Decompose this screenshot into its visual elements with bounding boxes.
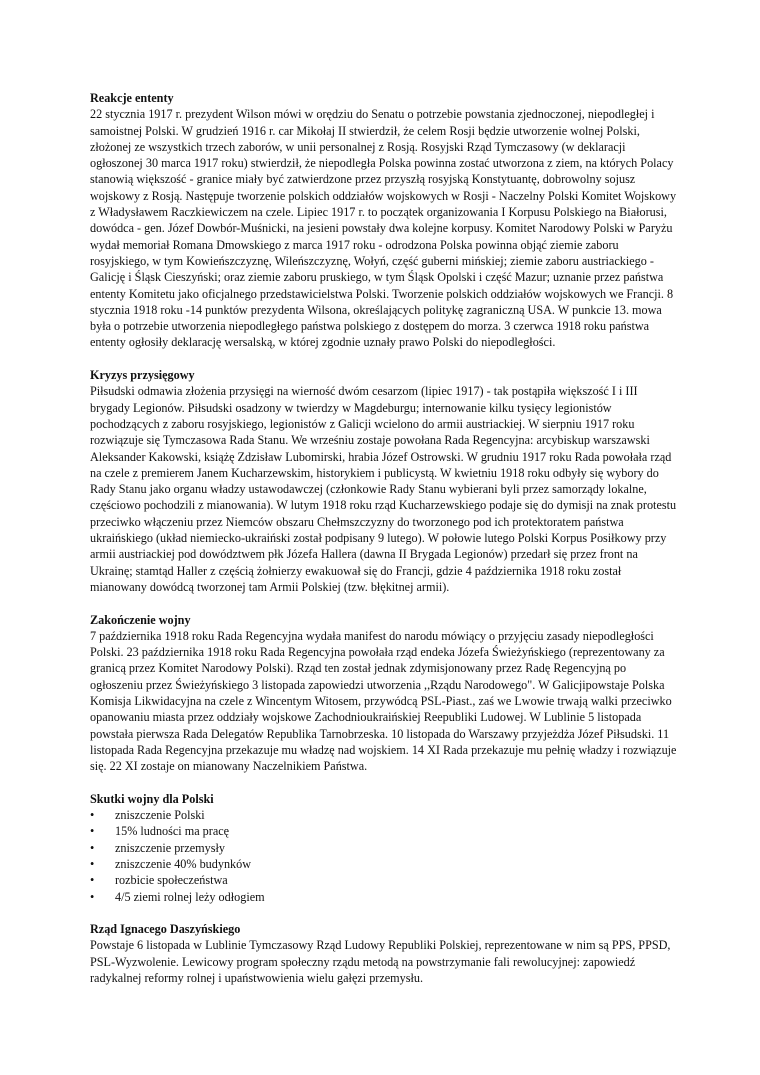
list-item	[90, 889, 680, 905]
section-heading: Zakończenie wojny	[90, 612, 191, 627]
section-heading: Skutki wojny dla Polski	[90, 791, 214, 806]
bullet-icon: •	[90, 873, 95, 888]
list-item	[90, 807, 680, 823]
bullet-icon: •	[90, 840, 95, 855]
bullet-icon: •	[90, 889, 95, 904]
section-heading: Rząd Ignacego Daszyńskiego	[90, 922, 241, 937]
list-item	[90, 872, 680, 888]
section-paragraph: 22 stycznia 1917 r. prezydent Wilson mówi w orędziu do Senatu o potrzebie powstania zjednoczonej, niepodległej i samoistnej Polski. W grudzień 1916 r. car Mikołaj II stwierdził, że celem Rosji będzie utworzenie wolnej Polski, złożonej ze wszystkich trzech zaborów, w unii personalnej z Rosją. Rosyjski Rząd Tymczasowy (w deklaracji ogłoszonej 30 marca 1917 roku) stwierdził, że niepodległa Polska powinna zostać utworzona z ziem, na których Polacy stanowią większość - granice miały być zatwierdzone przez przyszłą rosyjską Konstytuantę, dobrowolny sojusz wojskowy z Rosją. Następuje tworzenie polskich oddziałów wojskowych w Rosji - Naczelny Polski Komitet Wojskowy z Władysławem Raczkiewiczem na czele. Lipiec 1917 r. to początek organizowania I Korpusu Polskiego na Białorusi, dowódca - gen. Józef Dowbór-Muśnicki, na jesieni powstały dwa kolejne korpusy. Komitet Narodowy Polski w Paryżu wydał memoriał Romana Dmowskiego z marca 1917 roku - odrodzona Polska powinna objąć ziemie zaboru rosyjskiego, w tym Kowieńszczyznę, Wileńszczyznę, Wołyń, część guberni mińskiej; ziemie zaboru austriackiego - Galicję i Śląsk Cieszyński; oraz ziemie zaboru pruskiego, w tym Śląsk Opolski i część Mazur; uznanie przez państwa ententy Komitetu jako oficjalnego przedstawicielstwa Polski. Tworzenie polskich oddziałów wojskowych we Francji. 8 stycznia 1918 roku -14 punktów prezydenta Wilsona, określających politykę zagraniczną USA. W punkcie 13. mowa była o potrzebie utworzenia niepodległego państwa polskiego z dostępem do morza. 3 czerwca 1918 roku państwa ententy ogłosiły deklarację wersalską, w której zgodnie uznały prawo Polski do niepodległości.	[90, 107, 677, 350]
list-item-text: 15% ludności ma pracę	[115, 824, 230, 839]
bullet-icon: •	[90, 856, 95, 871]
bullet-icon: •	[90, 824, 95, 839]
document-page	[90, 90, 680, 1003]
section-heading: Kryzys przysięgowy	[90, 368, 195, 383]
list-item-text: zniszczenie Polski	[115, 808, 205, 823]
section-paragraph: Powstaje 6 listopada w Lublinie Tymczasowy Rząd Ludowy Republiki Polskiej, reprezentowane w nim są PPS, PPSD, PSL-Wyzwolenie. Lewicowy program społeczny rządu metodą na powstrzymanie fali rewolucyjnej: zapowiedź radykalnej reformy rolnej i upaństwowienia wielu gałęzi przemysłu.	[90, 938, 671, 986]
list-item	[90, 823, 680, 839]
section-rzad-daszynskiego	[90, 921, 680, 986]
list-item	[90, 856, 680, 872]
list-item-text: zniszczenie 40% budynków	[115, 856, 252, 871]
section-kryzys-przysiegowy	[90, 367, 680, 595]
consequences-list	[90, 807, 680, 905]
section-paragraph: 7 października 1918 roku Rada Regencyjna wydała manifest do narodu mówiący o przyjęciu zasady niepodległości Polski. 23 października 1918 roku Rada Regencyjna powołała rząd endeka Józefa Świeżyńskiego (reprezentowany za granicą przez Komitet Narodowy Polski). Rząd ten został jednak zdymisjonowany przez Radę Regencyjną po ogłoszeniu przez Świeżyńskiego 3 listopada zapowiedzi utworzenia ,,Rządu Narodowego". W Galicjipowstaje Polska Komisja Likwidacyjna na czele z Wincentym Witosem, przywódcą PSL-Piast., zaś we Lwowie trwają walki przeciwko opanowaniu miasta przez oddziały wojskowe Zachodnioukraińskiej Reepubliki Ludowej. W Lublinie 5 listopada powstała pierwsza Rada Delegatów Republika Tarnobrzeska. 10 listopada do Warszawy przyjeżdża Józef Piłsudski. 11 listopada Rada Regencyjna przekazuje mu władzę nad wojskiem. 14 XI Rada przekazuje mu pełnię władzy i rozwiązuje się. 22 XI zostaje on mianowany Naczelnikiem Państwa.	[90, 628, 677, 774]
list-item-text: 4/5 ziemi rolnej leży odłogiem	[115, 889, 265, 904]
bullet-icon: •	[90, 808, 95, 823]
section-skutki-wojny	[90, 791, 680, 905]
section-zakonczenie-wojny	[90, 612, 680, 775]
list-item-text: zniszczenie przemysły	[115, 840, 225, 855]
section-paragraph: Piłsudski odmawia złożenia przysięgi na wierność dwóm cesarzom (lipiec 1917) - tak postąpiła większość I i III brygady Legionów. Piłsudski osadzony w twierdzy w Magdeburgu; internowanie kilku tysięcy legionistów pochodzących z zaboru rosyjskiego, legionistów z Galicji wcielono do armii austriackiej. W sierpniu 1917 roku rozwiązuje się Tymczasowa Rada Stanu. We wrześniu zostaje powołana Rada Regencyjna: arcybiskup warszawski Aleksander Kakowski, książę Zdzisław Lubomirski, hrabia Józef Ostrowski. W grudniu 1917 roku Rada powołała rząd na czele z premierem Janem Kucharzewskim, historykiem i publicystą. W kwietniu 1918 roku odbyły się wybory do Rady Stanu jako organu władzy ustawodawczej (członkowie Rady Stanu wybierani byli przez samorządy lokalne, częściowo pochodzili z mianowania). W lutym 1918 roku rząd Kucharzewskiego podaje się do dymisji na znak protestu przeciwko włączeniu przez Niemców obszaru Chełmszczyzny do tworzonego pod ich protektoratem państwa ukraińskiego (układ niemiecko-ukraiński został podpisany 9 lutego). W połowie lutego Polski Korpus Posiłkowy przy armii austriackiej pod dowództwem płk Józefa Hallera (dawna II Brygada Legionów) przedarł się przez front na Ukrainę; stamtąd Haller z częścią żołnierzy ewakuował się do Francji, gdzie 4 października 1918 roku został mianowany dowódcą tworzonej tam Armii Polskiej (tzw. błękitnej armii).	[90, 384, 677, 594]
section-heading: Reakcje ententy	[90, 91, 174, 105]
list-item	[90, 840, 680, 856]
list-item-text: rozbicie społeczeństwa	[115, 873, 228, 888]
section-reakcje-ententy	[90, 90, 680, 351]
